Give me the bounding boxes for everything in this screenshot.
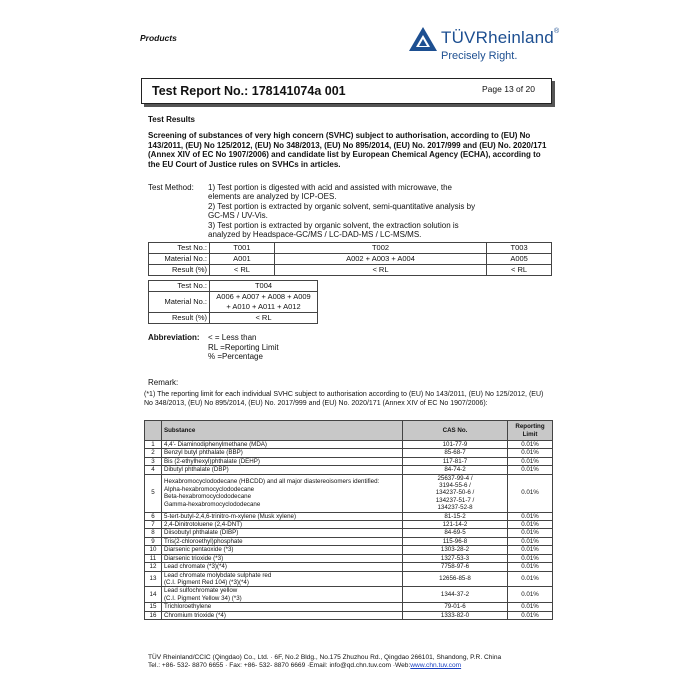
reporting-limit-cell: 0.01%	[508, 554, 553, 562]
substance-cell-line: Beta-hexabromocyclododecane	[164, 493, 252, 501]
material-no-cell: A001	[210, 254, 275, 265]
row-number-cell: 8	[145, 529, 162, 537]
row-number-cell: 5	[145, 474, 162, 512]
table-row	[145, 474, 553, 512]
svhc-table-body	[145, 441, 553, 620]
material-no-cell	[210, 292, 318, 313]
sample-results-table-1	[148, 242, 552, 276]
test-results-heading: Test Results	[148, 115, 195, 124]
cas-number-cell: 7758-97-6	[403, 563, 508, 571]
footer-web-link[interactable]: www.chn.tuv.com	[410, 662, 462, 669]
substance-cell-line: Hexabromocyclododecane (HBCDD) and all major diastereoisomers identified:	[164, 478, 380, 486]
abbreviation-list	[208, 333, 279, 362]
substance-cell-line: Alpha-hexabromocyclododecane	[164, 485, 255, 493]
reporting-limit-cell: 0.01%	[508, 611, 553, 619]
row-number-cell: 12	[145, 563, 162, 571]
substance-cell: Chromium trioxide (*4)	[162, 611, 403, 619]
reporting-limit-cell: 0.01%	[508, 449, 553, 457]
row-number-cell: 15	[145, 603, 162, 611]
reporting-limit-cell: 0.01%	[508, 563, 553, 571]
test-method-line: analyzed by Headspace-GC/MS / LC-DAD-MS / LC-MS/MS.	[208, 230, 422, 240]
screening-title: Screening of substances of very high concern (SVHC) subject to authorisation, according to (EU) No 143/2011, (EU) No 125/2012, (EU) No 348/2013, (EU) No 895/2014, (EU) No. 2017/999 and (EU) No. 2020/171 (Annex XIV of EC No 1907/2006) and candidate list by European Chemical Agency (ECHA), according to the EU Court of Justice rules on SVHCs in articles.	[148, 131, 547, 169]
table-row	[149, 265, 552, 276]
table-row	[145, 529, 553, 537]
test-method-line: GC-MS / UV-Vis.	[208, 211, 268, 221]
table-row	[149, 281, 318, 292]
column-header-number	[145, 421, 162, 441]
remark-label: Remark:	[148, 378, 179, 387]
abbreviation-label: Abbreviation:	[148, 333, 200, 342]
cas-number-cell-line: 12656-85-8	[439, 575, 471, 583]
substance-cell-line: Lead sulfochromate yellow	[164, 587, 238, 595]
cas-number-cell	[403, 571, 508, 587]
footer-contact-text: Tel.: +86- 532- 8870 6655 · Fax: +86- 532- 8870 6669 ·Email: info@qd.chn.tuv.com ·Web:	[148, 662, 411, 669]
test-method-text	[208, 183, 553, 239]
cas-number-cell: 84-69-5	[403, 529, 508, 537]
substance-cell	[162, 474, 403, 512]
cas-number-cell-line: 25637-99-4 /	[437, 474, 473, 482]
row-label: Result (%)	[149, 313, 210, 324]
reporting-limit-cell: 0.01%	[508, 466, 553, 474]
table-row	[149, 254, 552, 265]
substance-cell: Diarsenic trioxide (*3)	[162, 554, 403, 562]
brand-tagline: Precisely Right.	[441, 50, 518, 62]
material-no-line: + A010 + A011 + A012	[226, 302, 301, 311]
table-row	[145, 441, 553, 449]
test-no-cell: T003	[487, 243, 552, 254]
remark-footnote: (*1) The reporting limit for each individual SVHC subject to authorisation according to (EU) No 143/2011, (EU) No 125/2012, (EU) No 348/2013, (EU) No 895/2014, (EU) No. 2017/999 and (EU) No. 2020/171 (Annex XIV of EC No 1907/2006):	[144, 391, 544, 407]
material-no-cell: A002 + A003 + A004	[274, 254, 486, 265]
cas-number-cell	[403, 587, 508, 603]
row-label: Material No.:	[149, 292, 210, 313]
reporting-limit-cell: 0.01%	[508, 537, 553, 545]
row-number-cell: 4	[145, 466, 162, 474]
row-number-cell: 2	[145, 449, 162, 457]
abbreviation-item: % =Percentage	[208, 352, 263, 361]
cas-number-cell: 1327-53-3	[403, 554, 508, 562]
material-no-line: A006 + A007 + A008 + A009	[216, 292, 311, 301]
test-method-line: 2) Test portion is extracted by organic solvent, semi-quantitative analysis by	[208, 201, 476, 211]
test-method-label: Test Method:	[148, 183, 194, 192]
substance-cell: 4,4'- Diaminodiphenylmethane (MDA)	[162, 441, 403, 449]
table-row	[145, 571, 553, 587]
reporting-limit-cell: 0.01%	[508, 529, 553, 537]
cas-number-cell: 1333-82-0	[403, 611, 508, 619]
brand-name	[441, 28, 559, 48]
reporting-limit-cell: 0.01%	[508, 521, 553, 529]
cas-number-cell	[403, 474, 508, 512]
table-row	[145, 611, 553, 619]
cas-number-cell: 1303-28-2	[403, 546, 508, 554]
result-cell: < RL	[210, 313, 318, 324]
table-row	[145, 587, 553, 603]
test-no-cell: T002	[274, 243, 486, 254]
tuv-triangle-logo-icon	[408, 26, 438, 52]
test-method-line: 3) Test portion is extracted by organic solvent, the extraction solution is	[208, 220, 459, 230]
table-row	[145, 521, 553, 529]
table-row	[145, 546, 553, 554]
test-method-line: elements are analyzed by ICP-OES.	[208, 192, 337, 202]
row-number-cell: 3	[145, 457, 162, 465]
cas-number-cell-line: 1344-37-2	[440, 591, 470, 599]
column-header-cas: CAS No.	[403, 421, 508, 441]
row-number-cell: 14	[145, 587, 162, 603]
substance-cell	[162, 571, 403, 587]
result-cell: < RL	[487, 265, 552, 276]
row-number-cell: 10	[145, 546, 162, 554]
abbreviation-item: < = Less than	[208, 333, 257, 342]
row-number-cell: 6	[145, 512, 162, 520]
table-row	[145, 603, 553, 611]
registered-mark: ®	[553, 28, 560, 35]
substance-cell	[162, 587, 403, 603]
row-number-cell: 11	[145, 554, 162, 562]
test-no-cell: T001	[210, 243, 275, 254]
substance-cell-line: Lead chromate molybdate sulphate red	[164, 571, 272, 579]
cas-number-cell-line: 134237-50-6 /	[435, 489, 475, 497]
report-title: Test Report No.: 178141074a 001	[152, 84, 346, 98]
column-header-limit: Reporting Limit	[508, 421, 553, 441]
result-cell: < RL	[274, 265, 486, 276]
table-row	[149, 243, 552, 254]
table-row	[149, 313, 318, 324]
footer-contact	[148, 662, 461, 669]
substance-cell: Diarsenic pentaoxide (*3)	[162, 546, 403, 554]
svhc-reporting-limit-table	[144, 420, 553, 620]
table-row	[145, 457, 553, 465]
reporting-limit-cell: 0.01%	[508, 474, 553, 512]
brand-name-text: TÜVRheinland	[441, 28, 554, 47]
table-row	[145, 563, 553, 571]
cas-number-cell: 121-14-2	[403, 521, 508, 529]
cas-number-cell: 101-77-9	[403, 441, 508, 449]
row-number-cell: 7	[145, 521, 162, 529]
reporting-limit-cell: 0.01%	[508, 457, 553, 465]
cas-number-cell: 81-15-2	[403, 512, 508, 520]
row-number-cell: 1	[145, 441, 162, 449]
row-number-cell: 13	[145, 571, 162, 587]
cas-number-cell-line: 3194-55-6 /	[439, 482, 471, 490]
cas-number-cell: 115-96-8	[403, 537, 508, 545]
substance-cell-line: (C.I. Pigment Yellow 34) (*3)	[164, 594, 242, 602]
substance-cell: 2,4-Dinitrotoluene (2,4-DNT)	[162, 521, 403, 529]
test-no-cell: T004	[210, 281, 318, 292]
column-header-substance: Substance	[162, 421, 403, 441]
cas-number-cell: 117-81-7	[403, 457, 508, 465]
substance-cell: Trichloroethylene	[162, 603, 403, 611]
cas-number-cell: 84-74-2	[403, 466, 508, 474]
substance-cell-line: (C.I. Pigment Red 104) (*3)(*4)	[164, 578, 249, 586]
cas-number-cell: 85-68-7	[403, 449, 508, 457]
table-row	[145, 537, 553, 545]
page-number: Page 13 of 20	[482, 84, 535, 94]
test-method-line: 1) Test portion is digested with acid and assisted with microwave, the	[208, 183, 452, 192]
reporting-limit-cell: 0.01%	[508, 571, 553, 587]
row-number-cell: 16	[145, 611, 162, 619]
footer-address: TÜV Rheinland/CCIC (Qingdao) Co., Ltd. · 6F, No.2 Bldg., No.175 Zhuzhou Rd., Qingdao 266101, Shandong, P.R. China	[148, 654, 502, 661]
table-row	[145, 554, 553, 562]
abbreviation-item: RL =Reporting Limit	[208, 342, 279, 352]
reporting-limit-cell: 0.01%	[508, 546, 553, 554]
reporting-limit-cell: 0.01%	[508, 587, 553, 603]
reporting-limit-cell: 0.01%	[508, 603, 553, 611]
cas-number-cell-line: 134237-52-8	[437, 504, 473, 512]
substance-cell: Lead chromate (*3)(*4)	[162, 563, 403, 571]
substance-cell: 5-tert-butyl-2,4,6-trinitro-m-xylene (Musk xylene)	[162, 512, 403, 520]
table-row	[149, 292, 318, 313]
substance-cell: Bis (2-ethylhexyl)phthalate (DEHP)	[162, 457, 403, 465]
row-label: Test No.:	[149, 281, 210, 292]
result-cell: < RL	[210, 265, 275, 276]
substance-cell: Dibutyl phthalate (DBP)	[162, 466, 403, 474]
sample-results-table-2	[148, 280, 318, 324]
substance-cell: Benzyl butyl phthalate (BBP)	[162, 449, 403, 457]
reporting-limit-cell: 0.01%	[508, 441, 553, 449]
reporting-limit-cell: 0.01%	[508, 512, 553, 520]
table-row	[145, 512, 553, 520]
table-row	[145, 466, 553, 474]
substance-cell: Tris(2-chloroethyl)phosphate	[162, 537, 403, 545]
row-label: Result (%)	[149, 265, 210, 276]
table-row	[145, 449, 553, 457]
cas-number-cell: 79-01-6	[403, 603, 508, 611]
substance-cell-line: Gamma-hexabromocyclododecane	[164, 500, 261, 508]
section-label: Products	[140, 33, 177, 43]
row-label: Material No.:	[149, 254, 210, 265]
cas-number-cell-line: 134237-51-7 /	[435, 496, 475, 504]
table-header-row	[145, 421, 553, 441]
row-number-cell: 9	[145, 537, 162, 545]
material-no-cell: A005	[487, 254, 552, 265]
row-label: Test No.:	[149, 243, 210, 254]
substance-cell: Diisobutyl phthalate (DIBP)	[162, 529, 403, 537]
